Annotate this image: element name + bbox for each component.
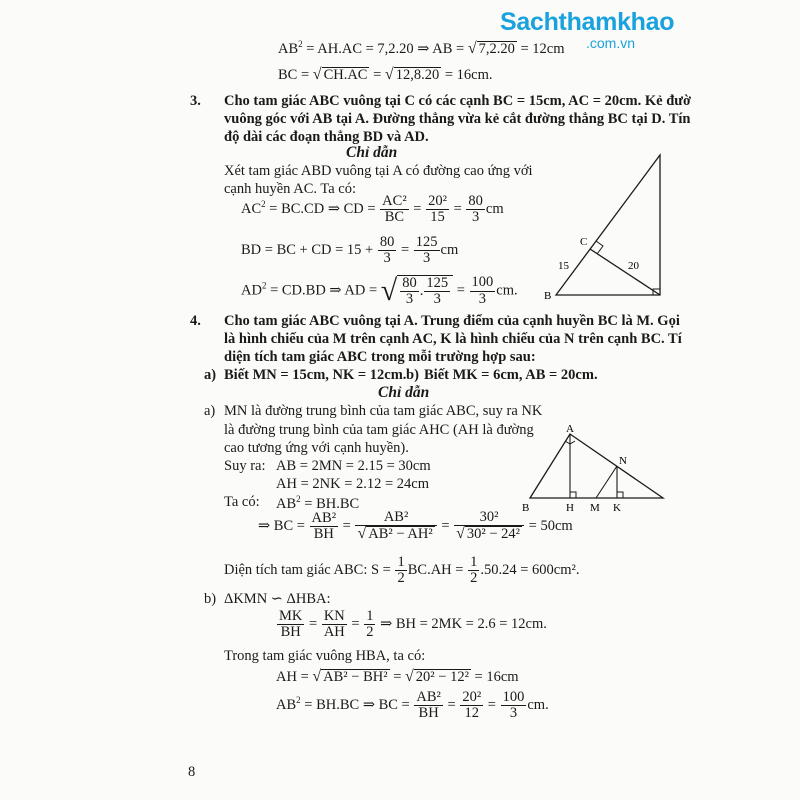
problem-3-line-2: vuông góc với AB tại A. Đường thẳng vừa kẻ cắt đường thẳng BC tại D. Tín (224, 111, 691, 127)
label-n: N (619, 455, 627, 467)
segment-mn (596, 466, 617, 498)
question-a-text: Biết MN = 15cm, NK = 12cm. (224, 367, 407, 383)
similar-triangles: ΔKMN ∽ ΔHBA: (224, 591, 331, 607)
problem-3-text-2: cạnh huyền AC. Ta có: (224, 181, 357, 197)
page-number: 8 (188, 764, 196, 780)
question-b-label: b) (406, 367, 419, 383)
part-a-label: a) (204, 403, 216, 419)
label-c: C (580, 236, 588, 248)
figure-triangle-abc (518, 422, 668, 514)
problem-3-number: 3. (190, 93, 201, 109)
triangle-abc (530, 434, 663, 498)
problem-4-line-1: Cho tam giác ABC vuông tại A. Trung điểm của cạnh huyền BC là M. Gọi (224, 313, 680, 329)
ta-co-label: Ta có: (224, 494, 260, 510)
problem-3-eq-3: $AD^2 = CD.BD$ ⇒ AD = √ $\frac{80}{3}$ . $\frac{125}{3}$ = $\frac{100}{3}$ cm. (241, 274, 518, 307)
part-a-text-1: MN là đường trung bình của tam giác ABC, suy ra NK (224, 403, 543, 419)
area-equation: Diện tích tam giác ABC: S = $\frac{1}{2}$ BC.AH = $\frac{1}{2}$ .50.24 = 600cm². (224, 554, 580, 587)
top-equation-2: BC = √ CH.AC = √ 12,8.20 = 16cm. (278, 66, 493, 83)
label-b: B (522, 502, 530, 514)
ah-equation: AH = √ AB² − BH² = √ 20² − 12² = 16cm (276, 668, 519, 685)
problem-3-line-1: Cho tam giác ABC vuông tại C có các cạnh BC = 15cm, AC = 20cm. Kẻ đườ (224, 93, 692, 109)
problem-4-line-2: là hình chiếu của M trên cạnh AC, K là hình chiếu của N trên cạnh BC. Tí (224, 331, 682, 347)
part-b-text: Trong tam giác vuông HBA, ta có: (224, 648, 426, 664)
ab-squared-equation: $AB^2 = BH.BC$ ⇒ BC = $\frac{\text{AB²}}{BH}$ = $\frac{\text{20²}}{12}$ = $\frac{100}{3}$ cm. (276, 689, 549, 722)
bc-equation: ⇒ BC = $\frac{\text{AB²}}{BH}$ = $\frac{\text{AB²}}{\text{√ AB² − AH²}}$ = $\frac{\text{30²}}{\text{√ 30² − 24²}}$ = 50cm (258, 509, 573, 543)
right-angle-c (596, 241, 603, 254)
suy-ra-eq-1: AB = 2MN = 2.15 = 30cm (276, 458, 431, 474)
label-m: M (590, 502, 600, 514)
part-a-text-2: là đường trung bình của tam giác AHC (AH là đường (224, 422, 534, 438)
problem-3-eq-2: BD = BC + CD = 15 + $\frac{80}{3}$ = $\frac{125}{3}$ cm (241, 234, 459, 267)
label-k: K (613, 502, 621, 514)
label-a: A (566, 423, 574, 435)
part-b-label: b) (204, 591, 217, 607)
watermark-logo (500, 8, 675, 51)
problem-4-number: 4. (190, 313, 201, 329)
part-a-text-3: cao tương ứng với cạnh huyền). (224, 440, 409, 456)
right-angle-k (617, 492, 623, 498)
ratio-equation: $\frac{MK}{BH}$ = $\frac{KN}{AH}$ = $\frac{1}{2}$ ⇒ BH = 2MK = 2.6 = 12cm. (279, 608, 547, 641)
problem-4-line-3: diện tích tam giác ABC trong mỗi trường hợp sau: (224, 349, 536, 365)
question-a-label: a) (204, 367, 217, 383)
triangle-abd (556, 155, 660, 295)
label-side-20: 20 (628, 260, 639, 272)
watermark-brand: Sachthamkhao (500, 8, 675, 36)
problem-3-line-3: độ dài các đoạn thẳng BD và AD. (224, 129, 429, 145)
question-b-text: Biết MK = 6cm, AB = 20cm. (424, 367, 598, 383)
right-angle-h (570, 492, 576, 498)
problem-3-text-1: Xét tam giác ABD vuông tại A có đường cao ứng với (224, 163, 533, 179)
problem-3-hint-title: Chỉ dẫn (346, 144, 398, 161)
problem-4-hint-title: Chỉ dẫn (378, 384, 430, 401)
problem-3-eq-1: $AC^2 = BC.CD$ ⇒ CD = $\frac{\text{AC²}}{BC}$ = $\frac{\text{20²}}{15}$ = $\frac{80}{3}$ cm (241, 193, 504, 226)
watermark-domain: .com.vn (586, 35, 636, 51)
ta-co-eq: $AB^2 = BH.BC$ (276, 494, 360, 512)
label-h: H (566, 502, 574, 514)
label-side-15: 15 (558, 260, 569, 272)
top-equation-1: $AB^2 = AH.AC = 7,2.20$ ⇒ AB = √ 7,2.20 = 12cm (278, 39, 565, 57)
suy-ra-eq-2: AH = 2NK = 2.12 = 24cm (276, 476, 430, 492)
label-b: B (544, 290, 552, 302)
figure-triangle-abd (540, 145, 670, 305)
segment-ca (590, 249, 660, 295)
suy-ra-label: Suy ra: (224, 458, 266, 474)
